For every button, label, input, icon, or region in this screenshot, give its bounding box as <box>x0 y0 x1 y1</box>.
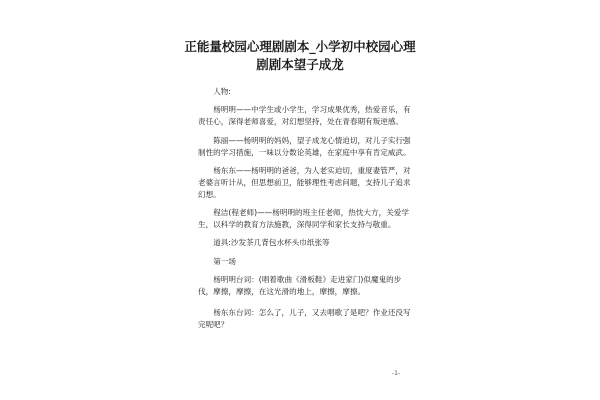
title-line-1: 正能量校园心理剧剧本_小学初中校园心理 <box>184 39 416 54</box>
document-body <box>198 86 412 337</box>
paragraph-chen-li: 陈丽——杨明明的妈妈，望子成龙心情迫切，对儿子实行强制性的学习措施，一味以分数论英雄，在家庭中享有肯定威武。 <box>198 135 411 157</box>
paragraph-props: 道具:沙发茶几背包水杯头巾纸张等 <box>213 238 330 248</box>
paragraph-scene-one: 第一场 <box>213 256 236 266</box>
paragraph-dongdong-line: 杨东东台词：怎么了，儿子，又去唱歌了是吧？作业还没写完呢吧？ <box>198 308 411 330</box>
paragraph-yang-mingming: 杨明明——中学生或小学生，学习成果优秀，热爱音乐，有责任心，深得老师喜爱，对幻想坚持，处在青春期有叛逆感。 <box>198 105 411 127</box>
paragraph-characters-heading: 人物: <box>213 87 231 96</box>
paragraph-cheng-jie: 程洁(程老师)——杨明明的班主任老师，热忱大方，关爱学生，以科学的教育方法施教，深得同学和家长支持与敬重。 <box>198 208 409 230</box>
title-line-2: 剧剧本望子成龙 <box>256 57 344 72</box>
document-title <box>150 38 450 74</box>
paragraph-mingming-line: 杨明明台词：(唱着歌曲《滑板鞋》走进家门)似魔鬼的步伐，摩擦，摩擦，在这光滑的地上，摩擦，摩擦。 <box>198 275 402 297</box>
page-number: -1- <box>392 370 401 377</box>
paragraph-yang-dongdong: 杨东东——杨明明的爸爸，为人老实迫切，重度妻管严，对老婆言听计从，但思想前卫，能够理性考虑问题，支持儿子追求幻想。 <box>198 165 411 199</box>
